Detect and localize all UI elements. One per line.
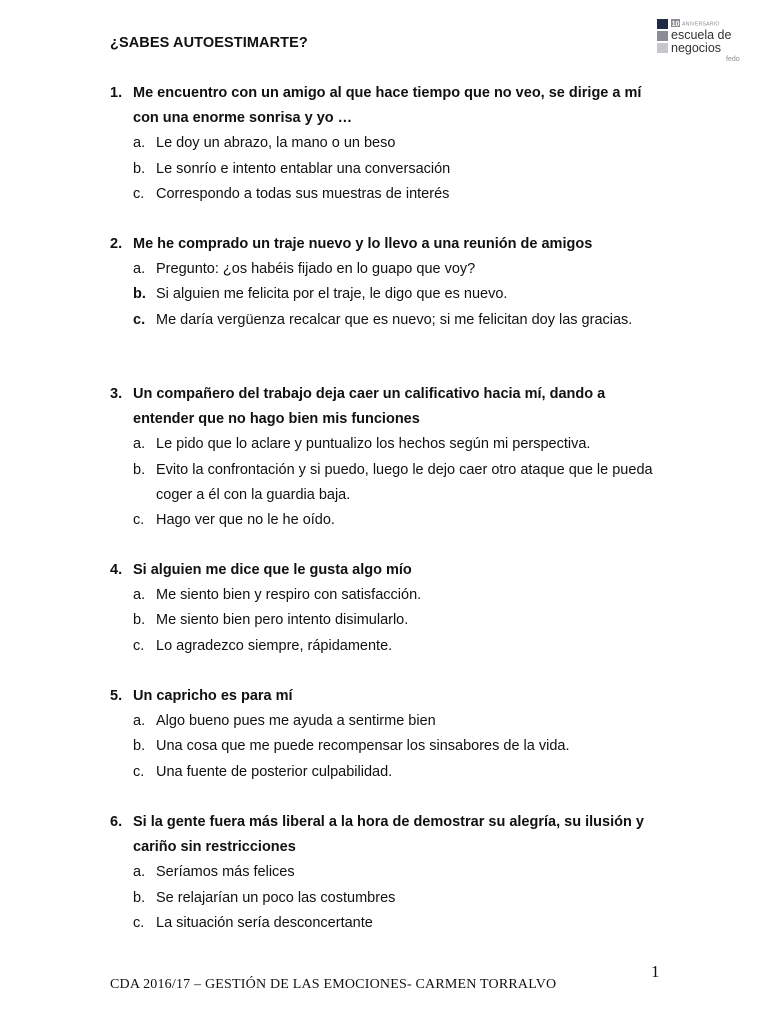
question-number: 4. [110, 562, 123, 578]
option-c [133, 911, 670, 936]
option-text: Me daría vergüenza recalcar que es nuevo; si me felicitan doy las gracias. [156, 311, 633, 328]
option-letter: a. [133, 436, 146, 453]
option-text: Le doy un abrazo, la mano o un beso [156, 135, 396, 152]
option-text: Evito la confrontación y si puedo, luego le dejo caer otro ataque que le pueda coger a él con la guardia baja. [156, 461, 653, 503]
option-a [133, 860, 670, 885]
question-text: Me he comprado un traje nuevo y lo llevo a una reunión de amigos [133, 236, 593, 252]
option-text: La situación sería desconcertante [156, 914, 373, 931]
option-text: Me siento bien y respiro con satisfacción. [156, 587, 422, 604]
logo-aniversario: ANIVERSARIO [682, 21, 720, 28]
school-logo [652, 15, 744, 67]
logo-square-dark [657, 19, 668, 29]
option-letter: c. [133, 637, 145, 654]
option-b [133, 886, 670, 911]
option-letter: c. [133, 914, 145, 931]
option-text: Algo bueno pues me ayuda a sentirme bien [156, 713, 436, 730]
question-text: Me encuentro con un amigo al que hace tiempo que no veo, se dirige a mí con una enorme sonrisa y yo … [133, 85, 642, 127]
question-number: 2. [110, 236, 123, 252]
option-text: Le sonrío e intento entablar una conversación [156, 160, 451, 177]
option-letter: c. [133, 512, 145, 529]
option-a [133, 257, 670, 282]
option-c [133, 760, 670, 785]
option-letter: b. [133, 612, 146, 629]
page-number: 1 [651, 962, 660, 981]
question-text: Un capricho es para mí [133, 688, 293, 704]
logo-graphic [652, 15, 744, 67]
option-letter: a. [133, 261, 146, 278]
option-text: Una cosa que me puede recompensar los sinsabores de la vida. [156, 738, 570, 755]
question-text: Si la gente fuera más liberal a la hora de demostrar su alegría, su ilusión y cariño sin restricciones [133, 814, 644, 856]
question-text: Un compañero del trabajo deja caer un calificativo hacia mí, dando a entender que no hago bien mis funciones [133, 386, 606, 428]
question-1 [110, 81, 670, 207]
option-text: Lo agradezco siempre, rápidamente. [156, 637, 393, 654]
option-letter: b. [133, 738, 146, 755]
option-a [133, 131, 670, 156]
option-text: Le pido que lo aclare y puntualizo los hechos según mi perspectiva. [156, 436, 591, 453]
option-letter: a. [133, 713, 146, 730]
question-4 [110, 558, 670, 659]
logo-line2: negocios [671, 41, 722, 55]
option-b [133, 734, 670, 759]
option-letter: c. [133, 185, 145, 202]
option-letter: b. [133, 461, 146, 478]
option-letter: a. [133, 864, 146, 881]
option-letter: b. [133, 889, 146, 906]
option-letter: c. [133, 311, 146, 328]
option-text: Hago ver que no le he oído. [156, 512, 335, 529]
page-footer: CDA 2016/17 – GESTIÓN DE LAS EMOCIONES- CARMEN TORRALVO [110, 977, 557, 992]
option-letter: c. [133, 763, 145, 780]
option-text: Si alguien me felicita por el traje, le digo que es nuevo. [156, 286, 508, 303]
question-number: 1. [110, 85, 123, 101]
option-text: Pregunto: ¿os habéis fijado en lo guapo que voy? [156, 261, 476, 278]
question-5 [110, 684, 670, 785]
option-b [133, 458, 670, 508]
logo-line1: escuela de [671, 28, 732, 42]
page-title: ¿SABES AUTOESTIMARTE? [110, 35, 308, 51]
option-text: Me siento bien pero intento disimularlo. [156, 612, 409, 629]
option-text: Correspondo a todas sus muestras de interés [156, 185, 450, 202]
option-letter: a. [133, 587, 146, 604]
logo-square-gray [657, 31, 668, 41]
question-number: 5. [110, 688, 123, 704]
option-text: Una fuente de posterior culpabilidad. [156, 763, 393, 780]
option-a [133, 709, 670, 734]
question-number: 3. [110, 386, 123, 402]
option-c [133, 508, 670, 533]
option-c [133, 308, 670, 333]
option-a [133, 432, 670, 457]
question-3 [110, 382, 670, 533]
option-letter: b. [133, 160, 146, 177]
option-c [133, 634, 670, 659]
logo-line3: fedo [726, 56, 740, 63]
option-b [133, 282, 670, 307]
question-text: Si alguien me dice que le gusta algo mío [133, 562, 412, 578]
option-text: Seríamos más felices [156, 864, 295, 881]
option-b [133, 608, 670, 633]
option-c [133, 182, 670, 207]
option-letter: a. [133, 135, 146, 152]
option-text: Se relajarían un poco las costumbres [156, 889, 396, 906]
logo-square-light [657, 43, 668, 53]
question-2 [110, 232, 670, 333]
question-6 [110, 810, 670, 936]
option-b [133, 157, 670, 182]
option-letter: b. [133, 286, 146, 303]
option-a [133, 583, 670, 608]
logo-number: 10 [671, 20, 680, 28]
question-number: 6. [110, 814, 123, 830]
